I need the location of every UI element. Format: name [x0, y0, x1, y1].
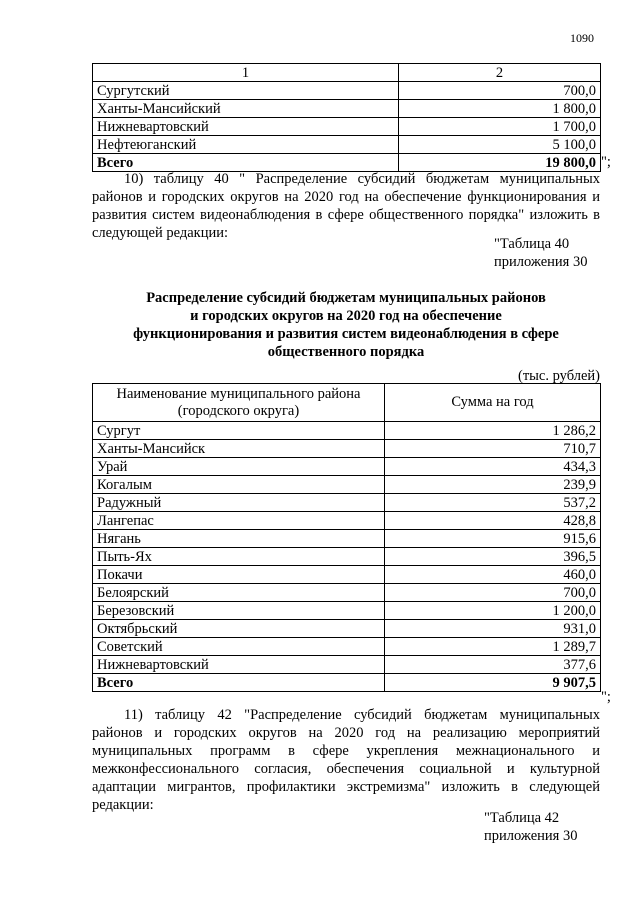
district-name: Нефтеюганский [93, 136, 399, 154]
column-number-2: 2 [399, 64, 601, 82]
amount: 700,0 [399, 82, 601, 100]
table-row [93, 136, 601, 154]
table-row [93, 584, 601, 602]
title-line: общественного порядка [267, 344, 425, 360]
amount: 1 289,7 [385, 638, 601, 656]
reference-line: приложения 30 [494, 254, 588, 270]
municipality-name: Белоярский [93, 584, 385, 602]
amount: 1 286,2 [385, 422, 601, 440]
title-line: функционирования и развития систем видеонаблюдения в сфере [133, 326, 559, 342]
reference-line: "Таблица 42 [484, 810, 560, 826]
amount: 700,0 [385, 584, 601, 602]
amount: 1 700,0 [399, 118, 601, 136]
table-row [93, 548, 601, 566]
units-label: (тыс. рублей) [518, 368, 600, 384]
amount: 396,5 [385, 548, 601, 566]
total-label: Всего [93, 154, 399, 172]
table-row [93, 100, 601, 118]
total-label: Всего [93, 674, 385, 692]
municipality-name: Березовский [93, 602, 385, 620]
amount: 1 800,0 [399, 100, 601, 118]
table-header-row [93, 384, 601, 422]
amount: 1 200,0 [385, 602, 601, 620]
amendment-paragraph-11 [92, 706, 600, 814]
table-42-reference [484, 809, 577, 845]
table-row [93, 440, 601, 458]
municipality-name: Радужный [93, 494, 385, 512]
municipality-name: Советский [93, 638, 385, 656]
district-name: Нижневартовский [93, 118, 399, 136]
table-40-video-surveillance [92, 383, 601, 692]
municipality-name: Урай [93, 458, 385, 476]
amount: 5 100,0 [399, 136, 601, 154]
table-40-title [92, 289, 600, 361]
table-row [93, 656, 601, 674]
total-amount: 19 800,0 [399, 154, 601, 172]
column-number-1: 1 [93, 64, 399, 82]
table-row [93, 82, 601, 100]
table-row [93, 638, 601, 656]
title-line: Распределение субсидий бюджетам муниципальных районов [146, 290, 546, 306]
municipality-name: Ханты-Мансийск [93, 440, 385, 458]
district-name: Ханты-Мансийский [93, 100, 399, 118]
municipality-name: Нягань [93, 530, 385, 548]
table-row [93, 512, 601, 530]
table-row [93, 530, 601, 548]
header-municipality: Наименование муниципального района (городского округа) [93, 384, 385, 422]
amount: 377,6 [385, 656, 601, 674]
page-number: 1090 [570, 31, 594, 45]
municipality-name: Сургут [93, 422, 385, 440]
total-row [93, 154, 601, 172]
table-row [93, 620, 601, 638]
municipality-name: Октябрьский [93, 620, 385, 638]
district-name: Сургутский [93, 82, 399, 100]
table-row [93, 494, 601, 512]
paragraph-text: 10) таблицу 40 " Распределение субсидий бюджетам муниципальных районов и городских округов на 2020 год на обеспечение функционирования и развития систем видеонаблюдения в сфере общественного порядка" изложить в следующей редакции: [92, 171, 600, 241]
municipality-name: Когалым [93, 476, 385, 494]
table-row [93, 422, 601, 440]
paragraph-text: 11) таблицу 42 "Распределение субсидий бюджетам муниципальных районов и городских округов на 2020 год на реализацию мероприятий муниципальных программ в сфере укрепления межнационального и межконфессионального согласия, обеспечения социальной и культурной адаптации мигрантов, профилактики экстремизма" изложить в следующей редакции: [92, 707, 600, 813]
table-row [93, 566, 601, 584]
amount: 931,0 [385, 620, 601, 638]
table1-closing-quote: "; [601, 154, 611, 170]
table2-closing-quote: "; [601, 689, 611, 705]
total-row [93, 674, 601, 692]
amount: 434,3 [385, 458, 601, 476]
amendment-paragraph-10 [92, 170, 600, 242]
table-row [93, 118, 601, 136]
table-row [93, 458, 601, 476]
title-line: и городских округов на 2020 год на обеспечение [190, 308, 502, 324]
amount: 460,0 [385, 566, 601, 584]
table-40-reference [494, 235, 587, 271]
amount: 537,2 [385, 494, 601, 512]
reference-line: приложения 30 [484, 828, 578, 844]
table-subsidies-continued [92, 63, 601, 172]
municipality-name: Лангепас [93, 512, 385, 530]
header-annual-amount: Сумма на год [385, 384, 601, 422]
municipality-name: Пыть-Ях [93, 548, 385, 566]
total-amount: 9 907,5 [385, 674, 601, 692]
table-header-row [93, 64, 601, 82]
amount: 710,7 [385, 440, 601, 458]
table-row [93, 602, 601, 620]
amount: 428,8 [385, 512, 601, 530]
reference-line: "Таблица 40 [494, 236, 570, 252]
table-row [93, 476, 601, 494]
amount: 239,9 [385, 476, 601, 494]
municipality-name: Нижневартовский [93, 656, 385, 674]
amount: 915,6 [385, 530, 601, 548]
municipality-name: Покачи [93, 566, 385, 584]
